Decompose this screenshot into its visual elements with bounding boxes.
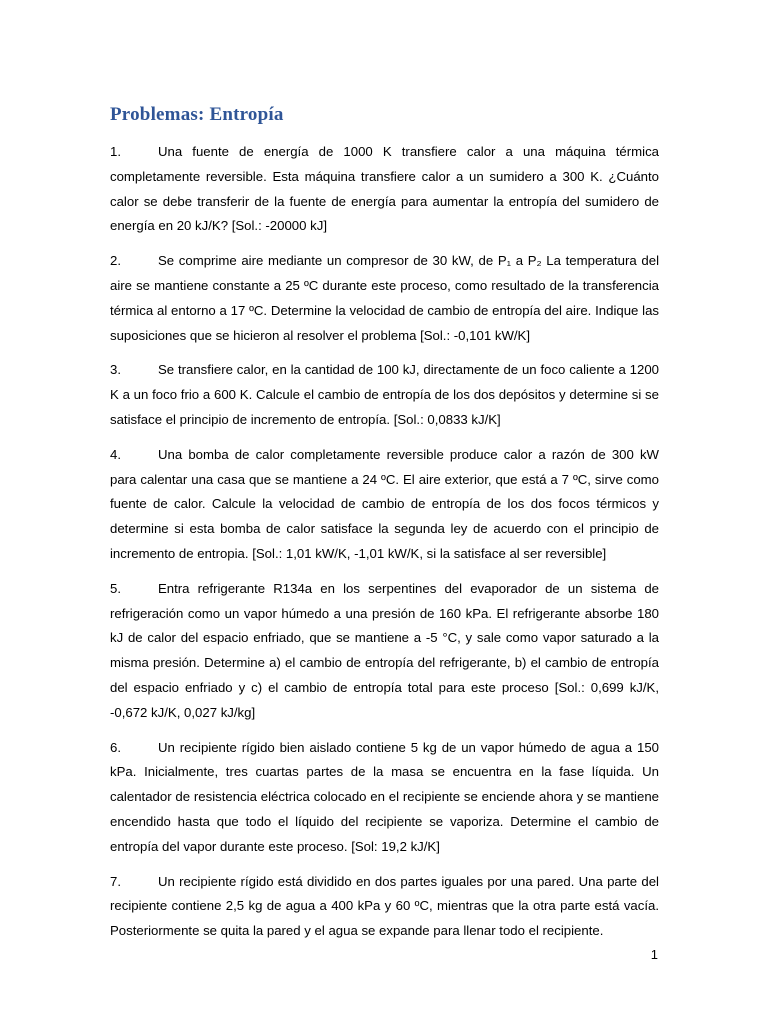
problem-text: Una bomba de calor completamente reversible produce calor a razón de 300 kW para calentar una casa que se mantiene a 24 ºC. El aire exterior, que está a 7 ºC, sirve como fuente de calor. Calcule la velocidad de cambio de entropía de los dos focos térmicos y determine si esta bomba de calor satisface la segunda ley de acuerdo con el principio de incremento de entropia. [Sol.: 1,01 kW/K, -1,01 kW/K, si la satisface al ser reversible]	[110, 446, 659, 561]
problem-number: 7.	[110, 873, 121, 889]
problem-number: 1.	[110, 144, 121, 159]
problem-number: 3.	[110, 362, 121, 378]
problem-text: Un recipiente rígido está dividido en dos partes iguales por una pared. Una parte del recipiente contiene 2,5 kg de agua a 400 kPa y 60 ºC, mientras que la otra parte está vacía. Posteriormente se quita la pared y el agua se expande para llenar todo el recipiente.	[110, 873, 659, 939]
problem-number: 5.	[110, 580, 121, 596]
page-title: Problemas: Entropía	[110, 104, 284, 125]
problem-4	[110, 443, 659, 567]
problem-3	[110, 358, 659, 432]
problem-number: 6.	[110, 739, 121, 755]
problem-list	[110, 140, 659, 954]
problem-number: 2.	[110, 253, 121, 269]
problem-text: Entra refrigerante R134a en los serpentines del evaporador de un sistema de refrigeración como un vapor húmedo a una presión de 160 kPa. El refrigerante absorbe 180 kJ de calor del espacio enfriado, que se mantiene a -5 °C, y sale como vapor saturado a la misma presión. Determine a) el cambio de entropía del refrigerante, b) el cambio de entropía del espacio enfriado y c) el cambio de entropía total para este proceso [Sol.: 0,699 kJ/K, -0,672 kJ/K, 0,027 kJ/kg]	[110, 580, 659, 720]
problem-text: Se comprime aire mediante un compresor de 30 kW, de P₁ a P₂ La temperatura del aire se mantiene constante a 25 ºC durante este proceso, como resultado de la transferencia térmica al entorno a 17 ºC. Determine la velocidad de cambio de entropía del aire. Indique las suposiciones que se hicieron al resolver el problema [Sol.: -0,101 kW/K]	[110, 253, 659, 343]
problem-text: Se transfiere calor, en la cantidad de 100 kJ, directamente de un foco caliente a 1200 K a un foco frio a 600 K. Calcule el cambio de entropía de los dos depósitos y determine si se satisface el principio de incremento de entropía. [Sol.: 0,0833 kJ/K]	[110, 362, 659, 427]
problem-7	[110, 870, 659, 944]
problem-5	[110, 577, 659, 726]
problem-number: 4.	[110, 446, 121, 462]
problem-1	[110, 140, 659, 239]
problem-text: Una fuente de energía de 1000 K transfiere calor a una máquina térmica completamente reversible. Esta máquina transfiere calor a un sumidero a 300 K. ¿Cuánto calor se debe transferir de la fuente de energía para aumentar la entropía del sumidero de energía en 20 kJ/K? [Sol.: -20000 kJ]	[110, 144, 659, 234]
page-number: 1	[650, 947, 658, 962]
problem-6	[110, 736, 659, 860]
problem-2	[110, 249, 659, 348]
problem-text: Un recipiente rígido bien aislado contiene 5 kg de un vapor húmedo de agua a 150 kPa. Inicialmente, tres cuartas partes de la masa se encuentra en la fase líquida. Un calentador de resistencia eléctrica colocado en el recipiente se enciende ahora y se mantiene encendido hasta que todo el líquido del recipiente se vaporiza. Determine el cambio de entropía del vapor durante este proceso. [Sol: 19,2 kJ/K]	[110, 739, 659, 854]
